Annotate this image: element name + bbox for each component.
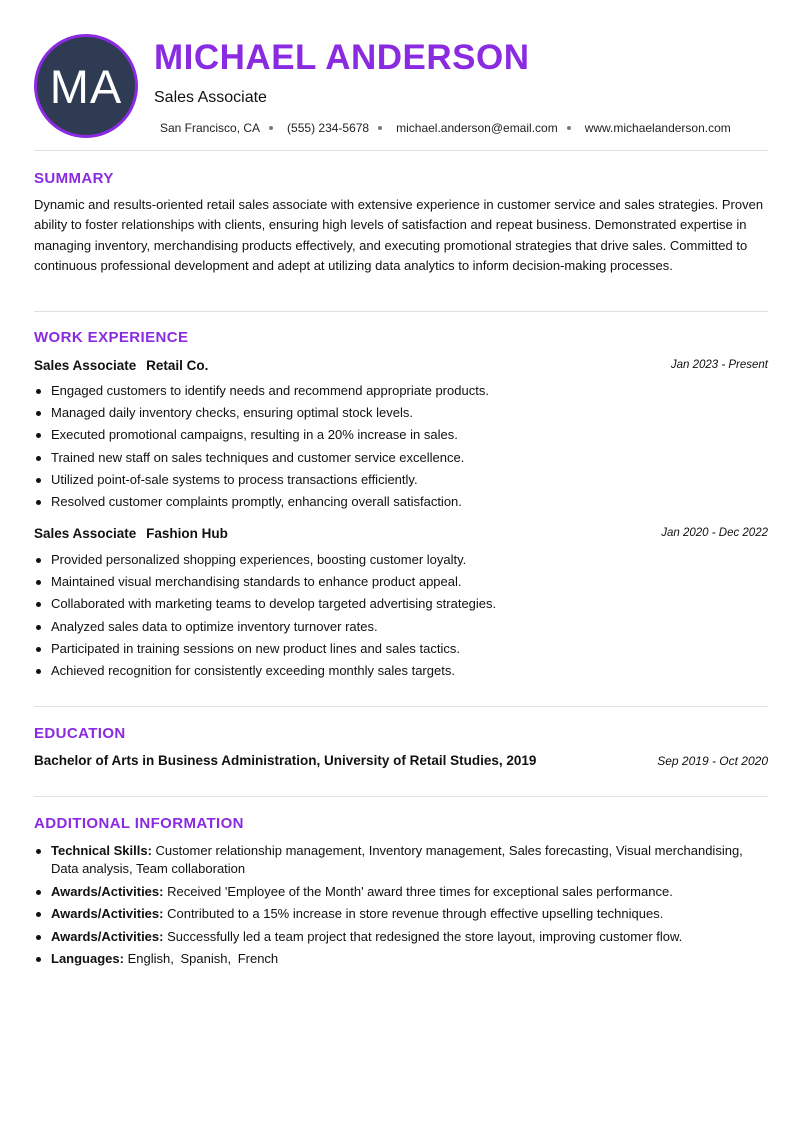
job-company: Retail Co. — [146, 358, 209, 373]
summary-heading: SUMMARY — [34, 170, 114, 187]
list-item: Resolved customer complaints promptly, enhancing overall satisfaction. — [34, 493, 768, 515]
job-date: Jan 2023 - Present — [670, 359, 768, 371]
list-item: Executed promotional campaigns, resulting in a 20% increase in sales. — [34, 426, 768, 448]
website-link[interactable]: www.michaelanderson.com — [584, 121, 731, 135]
separator-dot — [567, 126, 571, 130]
job-role: Sales Associate — [34, 358, 137, 373]
candidate-name: MICHAEL ANDERSON — [154, 38, 530, 77]
item-text: Contributed to a 15% increase in store revenue through effective upselling techniques. — [167, 906, 664, 921]
separator-dot — [269, 126, 273, 130]
item-label: Awards/Activities: — [51, 906, 164, 921]
contact-info — [160, 121, 731, 135]
separator-dot — [378, 126, 382, 130]
divider — [34, 311, 768, 312]
list-item: Managed daily inventory checks, ensuring optimal stock levels. — [34, 404, 768, 426]
work-experience-heading: WORK EXPERIENCE — [34, 329, 189, 346]
item-text: Successfully led a team project that redesigned the store layout, improving customer flow. — [167, 928, 683, 944]
job-date: Jan 2020 - Dec 2022 — [661, 527, 768, 539]
email-link[interactable]: michael.anderson@email.com — [396, 121, 558, 135]
list-item — [34, 928, 768, 946]
education-degree: Bachelor of Arts in Business Administration, University of Retail Studies, 2019 — [34, 753, 537, 768]
avatar — [34, 34, 138, 138]
education-heading: EDUCATION — [34, 725, 126, 742]
job-company: Fashion Hub — [146, 526, 228, 541]
list-item: Participated in training sessions on new product lines and sales tactics. — [34, 640, 768, 662]
list-item: Utilized point-of-sale systems to process transactions efficiently. — [34, 471, 768, 493]
location: San Francisco, CA — [160, 121, 261, 135]
additional-information-list — [34, 842, 768, 973]
item-label: Awards/Activities: — [51, 928, 164, 944]
item-label: Technical Skills: — [51, 843, 152, 858]
languages-label: Languages: — [51, 951, 124, 966]
resume-header — [34, 34, 768, 138]
job-role: Sales Associate — [154, 89, 267, 106]
item-text: Received 'Employee of the Month' award three times for exceptional sales performance. — [167, 883, 673, 899]
job-bullets — [34, 551, 768, 684]
job-role: Sales Associate — [34, 526, 137, 541]
list-item: Provided personalized shopping experiences, boosting customer loyalty. — [34, 551, 768, 573]
divider — [34, 706, 768, 707]
education-entry — [34, 753, 768, 771]
list-item: Maintained visual merchandising standards to enhance product appeal. — [34, 573, 768, 595]
summary-text: Dynamic and results-oriented retail sales associate with extensive experience in customer service and sales strategies. Proven ability to foster relationships with clients, ensuring high levels of satisfaction and repeat business. Demonstrated expertise in managing inventory, merchandising products effectively, and executing promotional strategies that drive sales. Committed to continuous professional development and adept at utilizing data analytics to inform decision-making processes. — [34, 197, 764, 273]
job-title — [34, 526, 228, 541]
education-date: Sep 2019 - Oct 2020 — [657, 754, 768, 768]
list-item: Achieved recognition for consistently exceeding monthly sales targets. — [34, 662, 768, 684]
list-item: Engaged customers to identify needs and recommend appropriate products. — [34, 382, 768, 404]
list-item: Collaborated with marketing teams to develop targeted advertising strategies. — [34, 595, 768, 617]
item-label: Awards/Activities: — [51, 883, 164, 899]
additional-information-heading: ADDITIONAL INFORMATION — [34, 815, 244, 832]
job-title — [34, 358, 208, 373]
item-text: Customer relationship management, Inventory management, Sales forecasting, Visual merchandising, Data analysis, Team collaboration — [51, 843, 743, 876]
divider — [34, 796, 768, 797]
list-item — [34, 905, 768, 923]
list-item — [34, 842, 768, 878]
language: French — [237, 951, 279, 966]
languages-item — [34, 950, 768, 968]
list-item: Trained new staff on sales techniques and customer service excellence. — [34, 449, 768, 471]
list-item — [34, 883, 768, 901]
language: English, — [127, 951, 174, 966]
job-entry-header — [34, 526, 768, 544]
language: Spanish, — [180, 951, 232, 966]
job-bullets — [34, 382, 768, 515]
avatar-initials: MA — [49, 59, 123, 113]
phone: (555) 234-5678 — [287, 121, 370, 135]
list-item: Analyzed sales data to optimize inventory turnover rates. — [34, 618, 768, 640]
job-entry-header — [34, 358, 768, 376]
divider — [34, 150, 768, 151]
